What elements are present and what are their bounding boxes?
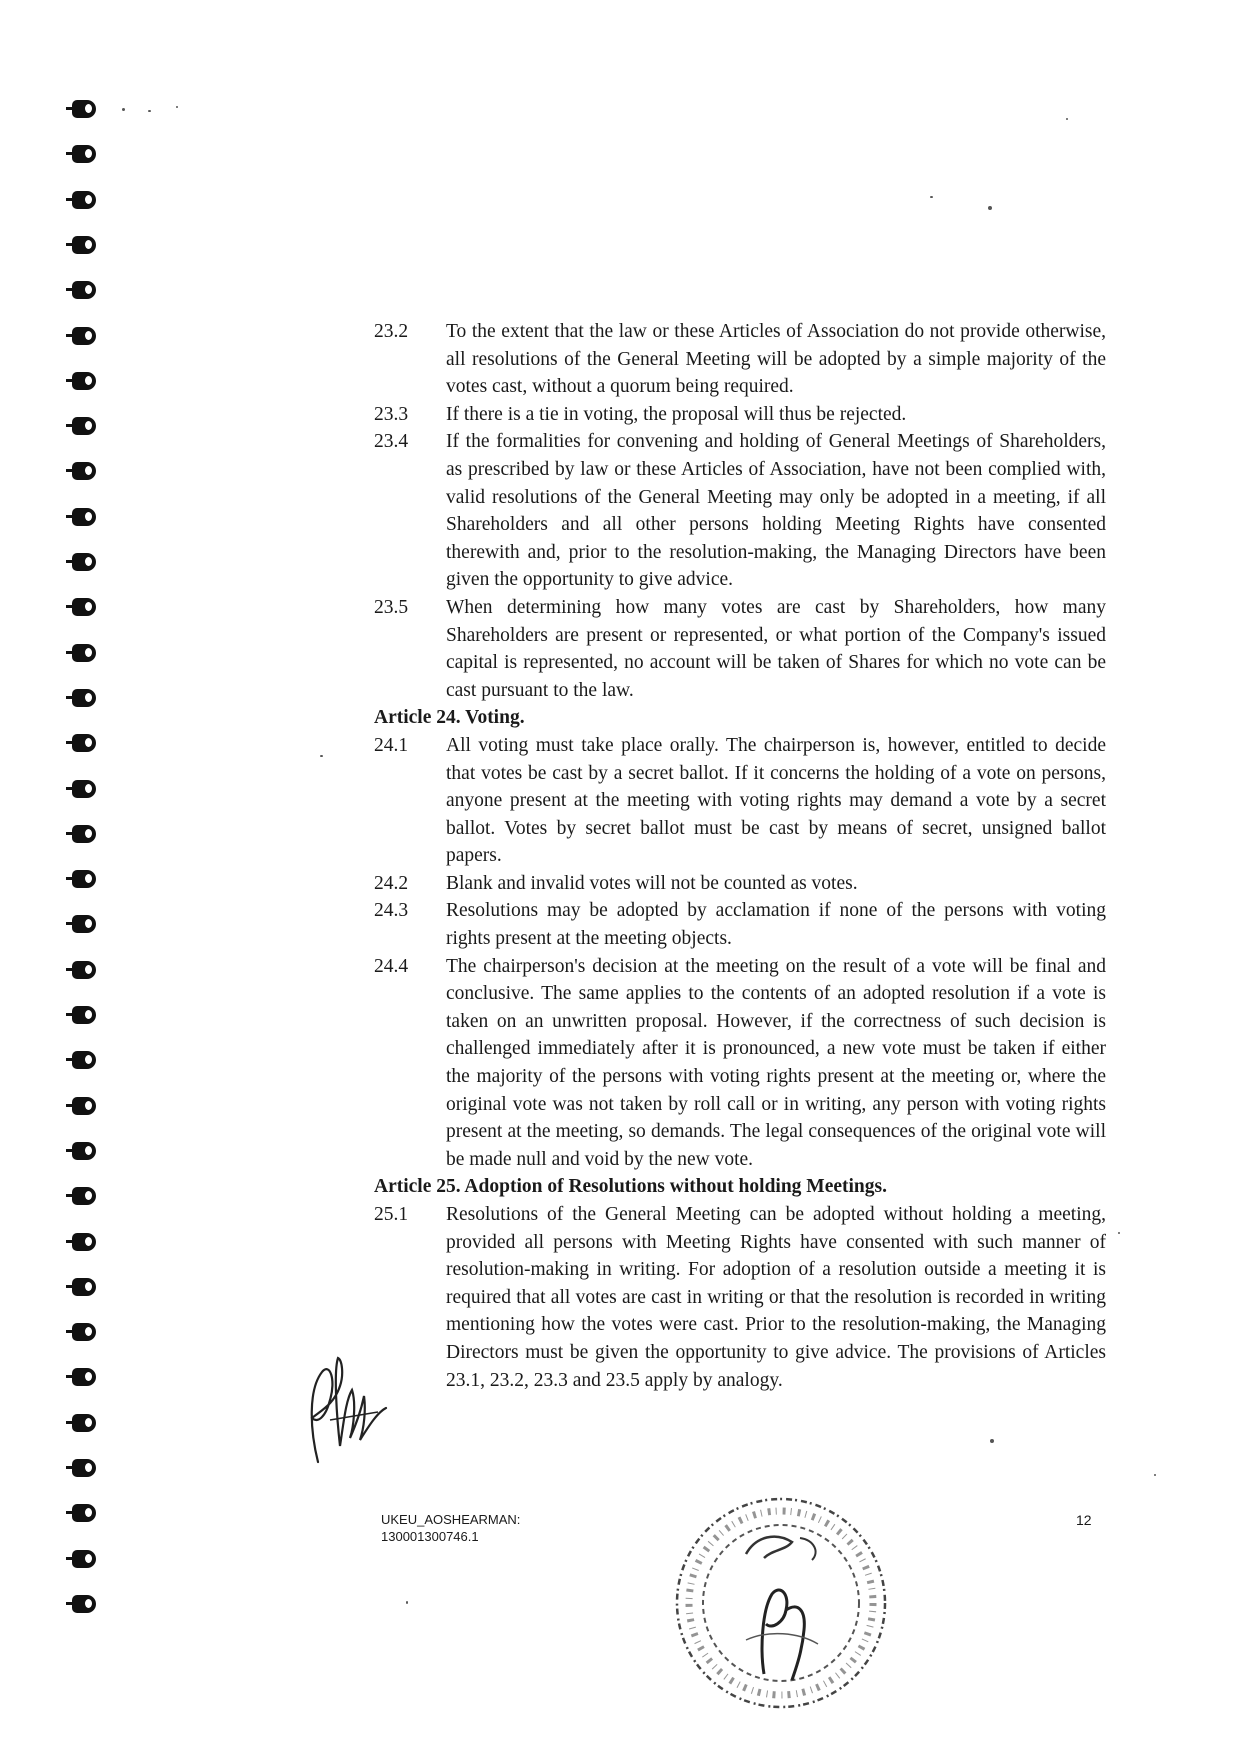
section-23-clauses (374, 318, 1106, 704)
speck (1066, 118, 1068, 120)
clause-number: 23.2 (374, 321, 409, 342)
binding-ring (72, 417, 96, 435)
clause-text: When determining how many votes are cast by Shareholders, how many Shareholders are present or represented, or what portion of the Company's issued capital is represented, no account will be taken of Shares for which no vote can be cast pursuant to the law. (446, 596, 1106, 701)
binding-ring (72, 1368, 96, 1386)
binding-ring (72, 1595, 96, 1613)
binding-ring (72, 734, 96, 752)
speck (148, 110, 151, 112)
clause-number: 23.5 (374, 596, 409, 618)
clause-text: Resolutions of the General Meeting can be adopted without holding a meeting, provided all persons with Meeting Rights have consented with such manner of resolution-making in writing. For adoption of a resolution outside a meeting it is required that all votes are cast in writing or that the resolution is recorded in writing mentioning how the votes were cast. Prior to the resolution-making, the Managing Directors must be given the opportunity to give advice. The provisions of Articles 23.1, 23.2, 23.3 and 23.5 apply by analogy. (446, 1204, 1106, 1391)
speck (1154, 1474, 1156, 1476)
clause-text: All voting must take place orally. The chairperson is, however, entitled to decide that votes be cast by a secret ballot. If it concerns the holding of a vote on persons, anyone present at the meeting with voting rights may demand a vote by a secret ballot. Votes by secret ballot must be cast by means of secret, unsigned ballot papers. (446, 734, 1106, 867)
binding-ring (72, 1233, 96, 1251)
page-number: 12 (1076, 1512, 1092, 1528)
binding-ring (72, 825, 96, 843)
binding-ring (72, 281, 96, 299)
document-reference-line2: 130001300746.1 (381, 1529, 479, 1544)
clause-number: 24.1 (374, 734, 409, 756)
clause-number: 23.4 (374, 431, 409, 453)
binding-ring (72, 1504, 96, 1522)
binding-ring (72, 915, 96, 933)
binding-ring (72, 1278, 96, 1296)
binding-ring (72, 598, 96, 616)
clause-25-1 (374, 1201, 1106, 1394)
binding-ring (72, 1187, 96, 1205)
article-24-clauses (374, 732, 1106, 1174)
speck (406, 1601, 408, 1604)
binding-ring (72, 689, 96, 707)
binding-ring (72, 1006, 96, 1024)
document-body (374, 318, 1106, 1394)
speck (1118, 1232, 1120, 1234)
clause-24-1 (374, 732, 1106, 870)
binding-ring (72, 1051, 96, 1069)
article-24-heading: Article 24. Voting. (374, 707, 525, 729)
binding-ring (72, 1142, 96, 1160)
speck (988, 206, 992, 210)
clause-number: 23.3 (374, 403, 409, 425)
binding-ring (72, 100, 96, 118)
speck (990, 1439, 994, 1443)
binding-ring (72, 462, 96, 480)
clause-number: 24.3 (374, 900, 409, 922)
clause-text: If the formalities for convening and holding of General Meetings of Shareholders, as prescribed by law or these Articles of Association, have not been complied with, valid resolutions of the General Meeting may only be adopted in a meeting, if all Shareholders and all other persons holding Meeting Rights have consented therewith and, prior to the resolution-making, the Managing Directors have been given the opportunity to give advice. (446, 431, 1106, 591)
binding-ring (72, 372, 96, 390)
clause-number: 24.2 (374, 872, 409, 894)
clause-23-3 (374, 401, 1106, 429)
binding-ring (72, 780, 96, 798)
clause-text: Blank and invalid votes will not be counted as votes. (446, 872, 858, 894)
speck (122, 108, 125, 111)
binding-ring (72, 553, 96, 571)
binding-ring (72, 1459, 96, 1477)
binding-ring (72, 508, 96, 526)
clause-23-2 (374, 318, 1106, 401)
document-reference (381, 1511, 520, 1545)
clause-number: 24.4 (374, 955, 409, 977)
binding-ring (72, 644, 96, 662)
notary-seal-stamp (668, 1490, 894, 1716)
binding-ring (72, 1414, 96, 1432)
clause-24-2 (374, 870, 1106, 898)
binding-holes (66, 100, 106, 1660)
document-reference-line1: UKEU_AOSHEARMAN: (381, 1512, 521, 1527)
handwritten-signature (300, 1350, 390, 1470)
clause-23-5 (374, 594, 1106, 704)
clause-23-4 (374, 428, 1106, 594)
clause-text: Resolutions may be adopted by acclamation if none of the persons with voting rights present at the meeting objects. (446, 900, 1106, 950)
speck (930, 196, 933, 198)
binding-ring (72, 327, 96, 345)
binding-ring (72, 961, 96, 979)
clause-text: If there is a tie in voting, the proposal will thus be rejected. (446, 403, 907, 425)
binding-ring (72, 870, 96, 888)
clause-text: The chairperson's decision at the meeting on the result of a vote will be final and conclusive. The same applies to the contents of an adopted resolution if a vote is taken on an unwritten proposal. However, if the correctness of such decision is challenged immediately after it is pronounced, a new vote must be taken if either the majority of the persons with voting rights present at the meeting or, where the original vote was not taken by roll call or in writing, any person with voting rights present at the meeting, so demands. The legal consequences of the original vote will be made null and void by the new vote. (446, 955, 1106, 1170)
speck (320, 755, 323, 757)
clause-text: To the extent that the law or these Articles of Association do not provide otherwise, all resolutions of the General Meeting will be adopted by a simple majority of the votes cast, without a quorum being required. (446, 321, 1106, 398)
binding-ring (72, 236, 96, 254)
speck (176, 106, 178, 108)
binding-ring (72, 145, 96, 163)
clause-number: 25.1 (374, 1204, 409, 1225)
binding-ring (72, 1323, 96, 1341)
binding-ring (72, 1550, 96, 1568)
article-25-clauses (374, 1201, 1106, 1394)
article-25-heading: Article 25. Adoption of Resolutions without holding Meetings. (374, 1176, 887, 1198)
binding-ring (72, 1097, 96, 1115)
clause-24-3 (374, 897, 1106, 952)
clause-24-4 (374, 953, 1106, 1174)
binding-ring (72, 191, 96, 209)
